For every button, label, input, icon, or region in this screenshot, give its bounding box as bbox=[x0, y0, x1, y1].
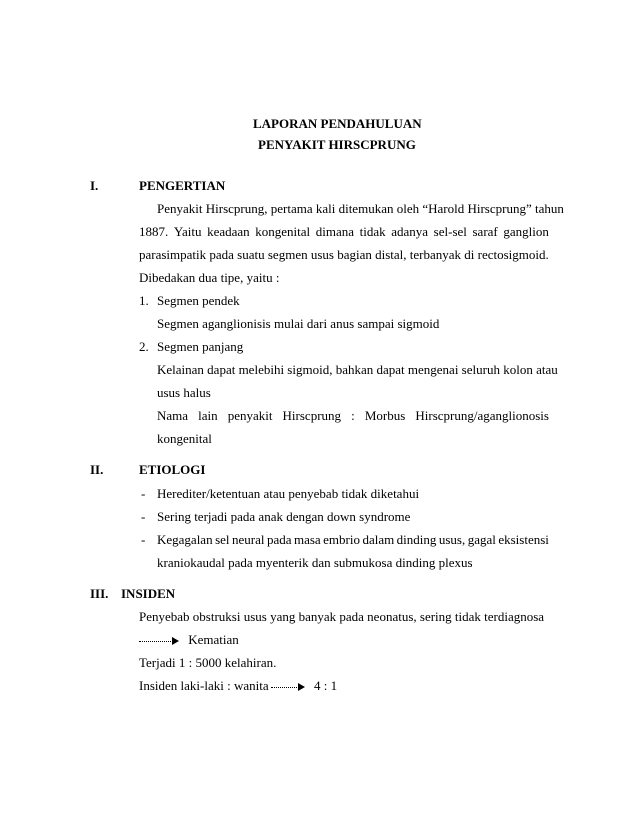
document-subtitle: PENYAKIT HIRSCPRUNG bbox=[258, 137, 416, 152]
word: dalam bbox=[362, 532, 395, 547]
word: neural bbox=[231, 532, 265, 547]
kematian-line bbox=[139, 632, 239, 648]
type2-number: 2. bbox=[139, 339, 149, 354]
section-heading-insiden: INSIDEN bbox=[121, 586, 176, 601]
type1-label: Segmen pendek bbox=[157, 293, 240, 308]
word: sel-sel bbox=[433, 224, 467, 239]
pengertian-para-line2 bbox=[139, 224, 549, 240]
type2-description-line2: usus halus bbox=[157, 385, 211, 400]
insiden-frequency: Terjadi 1 : 5000 kelahiran. bbox=[139, 655, 277, 670]
word: Nama bbox=[157, 408, 189, 423]
type2-label: Segmen panjang bbox=[157, 339, 244, 354]
word: saraf bbox=[472, 224, 498, 239]
word: masa bbox=[293, 532, 321, 547]
pengertian-para-line3: parasimpatik pada suatu segmen usus bagian distal, terbanyak di rectosigmoid. bbox=[139, 247, 549, 262]
etiologi-item-3-line2: kraniokaudal pada myenterik dan submukosa dinding plexus bbox=[157, 555, 473, 570]
section-number-1: I. bbox=[90, 178, 99, 193]
word: Kegagalan bbox=[157, 532, 213, 547]
bullet-dash: - bbox=[141, 509, 146, 524]
word: tidak bbox=[359, 224, 386, 239]
types-intro: Dibedakan dua tipe, yaitu : bbox=[139, 270, 280, 285]
other-name-line1 bbox=[157, 408, 549, 424]
word: Hirscprung/aganglionosis bbox=[415, 408, 549, 423]
word: lain bbox=[198, 408, 218, 423]
kematian-label: Kematian bbox=[188, 632, 239, 647]
dotted-arrow-icon bbox=[139, 637, 179, 645]
document-title: LAPORAN PENDAHULUAN bbox=[253, 116, 422, 131]
word: ganglion bbox=[503, 224, 549, 239]
etiologi-item-3-line1 bbox=[157, 532, 549, 548]
bullet-dash: - bbox=[141, 486, 146, 501]
word: usus, bbox=[438, 532, 466, 547]
word: : bbox=[351, 408, 355, 423]
section-heading-etiologi: ETIOLOGI bbox=[139, 462, 206, 477]
word: Morbus bbox=[364, 408, 406, 423]
word: dinding bbox=[396, 532, 437, 547]
section-heading-pengertian: PENGERTIAN bbox=[139, 178, 226, 193]
type2-description-line1: Kelainan dapat melebihi sigmoid, bahkan dapat mengenai seluruh kolon atau bbox=[157, 362, 558, 377]
insiden-ratio-value: 4 : 1 bbox=[314, 678, 338, 693]
etiologi-item-2: Sering terjadi pada anak dengan down syndrome bbox=[157, 509, 411, 524]
pengertian-para-line1: Penyakit Hirscprung, pertama kali ditemukan oleh “Harold Hirscprung” tahun bbox=[157, 201, 564, 216]
word: Yaitu bbox=[173, 224, 202, 239]
dotted-arrow-icon bbox=[271, 683, 305, 691]
word: penyakit bbox=[227, 408, 273, 423]
word: 1887. bbox=[139, 224, 169, 239]
etiologi-item-1: Herediter/ketentuan atau penyebab tidak diketahui bbox=[157, 486, 420, 501]
word: adanya bbox=[391, 224, 429, 239]
word: embrio bbox=[323, 532, 360, 547]
type1-number: 1. bbox=[139, 293, 149, 308]
insiden-line1: Penyebab obstruksi usus yang banyak pada neonatus, sering tidak terdiagnosa bbox=[139, 609, 545, 624]
word: sel bbox=[215, 532, 230, 547]
word: dimana bbox=[315, 224, 355, 239]
other-name-line2: kongenital bbox=[157, 431, 212, 446]
bullet-dash: - bbox=[141, 532, 146, 547]
word: kongenital bbox=[255, 224, 311, 239]
word: Hirscprung bbox=[282, 408, 342, 423]
word: keadaan bbox=[207, 224, 250, 239]
word: gagal bbox=[467, 532, 496, 547]
word: pada bbox=[266, 532, 292, 547]
word: eksistensi bbox=[498, 532, 549, 547]
section-number-3: III. bbox=[90, 586, 109, 601]
insiden-ratio-label: Insiden laki-laki : wanita bbox=[139, 678, 269, 693]
insiden-ratio-arrow bbox=[271, 678, 305, 694]
section-number-2: II. bbox=[90, 462, 104, 477]
type1-description: Segmen aganglionisis mulai dari anus sampai sigmoid bbox=[157, 316, 440, 331]
